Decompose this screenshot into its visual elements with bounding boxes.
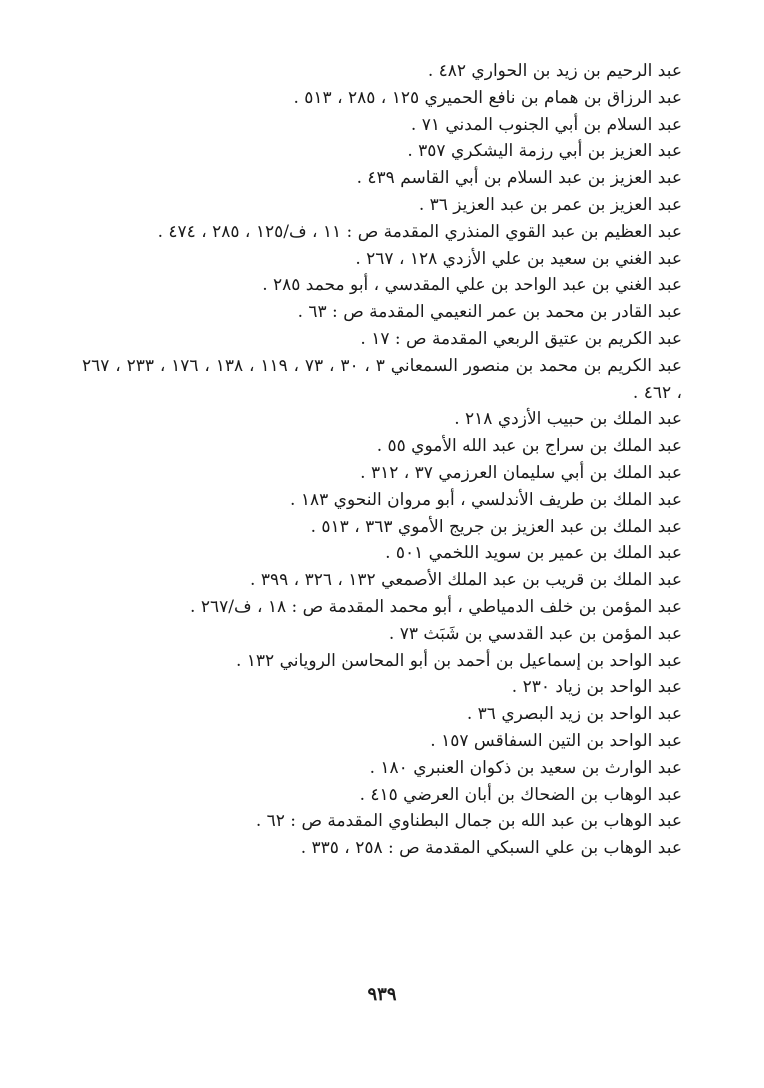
index-entry: عبد القادر بن محمد بن عمر النعيمي المقدمة ص : ٦٣ . (297, 302, 682, 323)
index-entry: عبد العظيم بن عبد القوي المنذري المقدمة ص : ١١ ، ف/١٢٥ ، ٢٨٥ ، ٤٧٤ . (157, 221, 682, 242)
index-entry: عبد الوارث بن سعيد بن ذكوان العنبري ١٨٠ . (369, 757, 682, 778)
index-entry: عبد الملك بن طريف الأندلسي ، أبو مروان النحوي ١٨٣ . (290, 489, 682, 510)
index-entry: عبد الغني بن عبد الواحد بن علي المقدسي ، أبو محمد ٢٨٥ . (262, 275, 682, 296)
index-entry: عبد السلام بن أبي الجنوب المدني ٧١ . (410, 114, 682, 135)
index-entry: عبد الملك بن قريب بن عبد الملك الأصمعي ١٣٢ ، ٣٢٦ ، ٣٩٩ . (250, 570, 682, 591)
index-entry: عبد الملك بن سراج بن عبد الله الأموي ٥٥ . (376, 436, 682, 457)
index-entry: عبد المؤمن بن عبد القدسي بن شَبَث ٧٣ . (388, 623, 682, 644)
index-entry: عبد الرزاق بن همام بن نافع الحميري ١٢٥ ، ٢٨٥ ، ٥١٣ . (293, 87, 682, 108)
index-entry: عبد الملك بن حبيب الأزدي ٢١٨ . (454, 409, 682, 430)
index-entry: عبد الواحد بن زياد ٢٣٠ . (511, 677, 682, 698)
index-entry: عبد الرحيم بن زيد بن الحواري ٤٨٢ . (427, 61, 682, 81)
index-entries (82, 58, 682, 862)
index-entry: عبد الملك بن عبد العزيز بن جريج الأموي ٣٦٣ ، ٥١٣ . (310, 516, 682, 537)
index-entry: عبد الوهاب بن علي السبكي المقدمة ص : ٢٥٨ ، ٣٣٥ . (300, 838, 682, 859)
index-entry: عبد الواحد بن إسماعيل بن أحمد بن أبو المحاسن الروياني ١٣٢ . (235, 650, 682, 671)
index-entry: عبد الملك بن أبي سليمان العرزمي ٣٧ ، ٣١٢ . (360, 462, 682, 483)
page-number: ٩٣٩ (367, 984, 397, 1005)
index-entry: عبد الواحد بن التين السفاقس ١٥٧ . (430, 730, 682, 751)
index-entry: عبد الملك بن عمير بن سويد اللخمي ٥٠١ . (385, 543, 682, 564)
index-entry: عبد العزيز بن عبد السلام بن أبي القاسم ٤٣٩ . (356, 168, 682, 189)
index-entry: عبد الكريم بن محمد بن منصور السمعاني ٣ ، ٣٠ ، ٧٣ ، ١١٩ ، ١٣٨ ، ١٧٦ ، ٢٣٣ ، ٢٦٧ ، ٤٦٢ . (82, 355, 683, 403)
index-entry: عبد الواحد بن زيد البصري ٣٦ . (466, 704, 682, 725)
index-entry: عبد الغني بن سعيد بن علي الأزدي ١٢٨ ، ٢٦٧ . (355, 248, 682, 269)
index-entry: عبد الوهاب بن عبد الله بن جمال البطناوي المقدمة ص : ٦٢ . (255, 811, 682, 832)
index-entry: عبد المؤمن بن خلف الدمياطي ، أبو محمد المقدمة ص : ١٨ ، ف/٢٦٧ . (190, 596, 682, 617)
index-entry: عبد العزيز بن عمر بن عبد العزيز ٣٦ . (418, 194, 682, 215)
index-entry: عبد الكريم بن عتيق الربعي المقدمة ص : ١٧ . (360, 328, 682, 349)
index-entry: عبد الوهاب بن الضحاك بن أبان العرضي ٤١٥ . (359, 784, 682, 805)
index-entry: عبد العزيز بن أبي رزمة اليشكري ٣٥٧ . (407, 141, 682, 162)
index-page (82, 58, 682, 862)
